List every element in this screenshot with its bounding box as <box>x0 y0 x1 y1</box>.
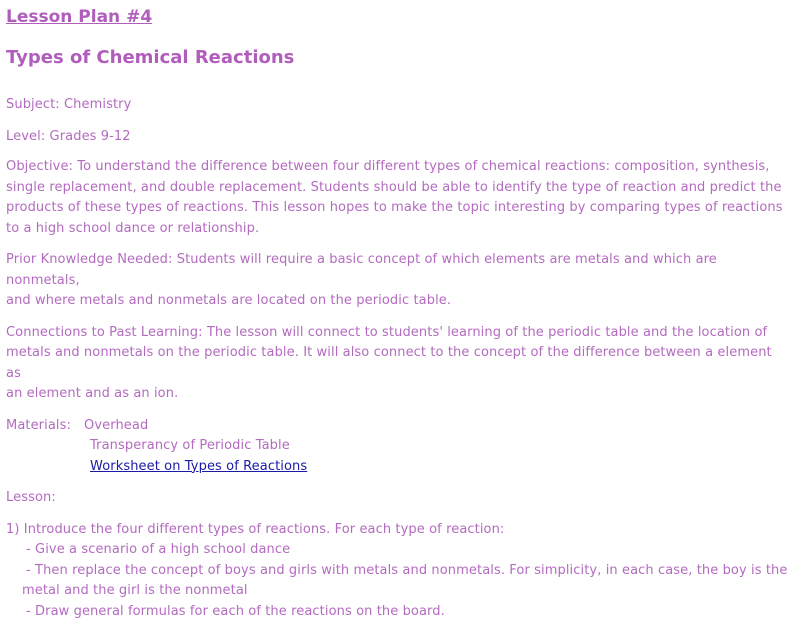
objective-line: to a high school dance or relationship. <box>6 219 790 240</box>
prior-knowledge-paragraph <box>6 250 790 312</box>
connections-line: Connections to Past Learning: The lesson will connect to students' learning of the periodic table and the location of <box>6 323 790 344</box>
lesson-step-1 <box>6 520 790 622</box>
level-line: Level: Grades 9-12 <box>6 127 790 148</box>
step-sub-item: - Give a scenario of a high school dance <box>6 540 790 561</box>
lesson-plan-title: Lesson Plan #4 <box>6 6 790 28</box>
worksheet-link[interactable]: Worksheet on Types of Reactions <box>90 459 307 474</box>
lesson-plan-subtitle: Types of Chemical Reactions <box>6 46 790 70</box>
materials-label: Materials: <box>6 416 84 437</box>
materials-section <box>6 416 790 478</box>
objective-line: products of these types of reactions. This lesson hopes to make the topic interesting by comparing types of reactions <box>6 198 790 219</box>
connections-line: metals and nonmetals on the periodic table. It will also connect to the concept of the difference between a element as <box>6 343 790 384</box>
step-sub-item: - Then replace the concept of boys and girls with metals and nonmetals. For simplicity, in each case, the boy is the <box>6 561 790 582</box>
materials-item-transparency: Transperancy of Periodic Table <box>6 436 790 457</box>
materials-row <box>6 416 790 437</box>
materials-link-row <box>6 457 790 478</box>
step-sub-item: - Draw general formulas for each of the reactions on the board. <box>6 602 790 622</box>
prior-knowledge-line: and where metals and nonmetals are located on the periodic table. <box>6 291 790 312</box>
connections-line: an element and as an ion. <box>6 384 790 405</box>
objective-paragraph <box>6 157 790 239</box>
prior-knowledge-line: Prior Knowledge Needed: Students will require a basic concept of which elements are metals and which are nonmetals, <box>6 250 790 291</box>
step-sub-item-continued: metal and the girl is the nonmetal <box>6 581 790 602</box>
connections-paragraph <box>6 323 790 405</box>
step-intro: 1) Introduce the four different types of reactions. For each type of reaction: <box>6 520 790 541</box>
subject-line: Subject: Chemistry <box>6 95 790 116</box>
objective-line: single replacement, and double replacement. Students should be able to identify the type of reaction and predict the <box>6 178 790 199</box>
materials-item-overhead: Overhead <box>84 416 148 437</box>
lesson-plan-page <box>6 6 790 622</box>
lesson-label: Lesson: <box>6 488 790 509</box>
objective-line: Objective: To understand the difference between four different types of chemical reactions: composition, synthesis, <box>6 157 790 178</box>
